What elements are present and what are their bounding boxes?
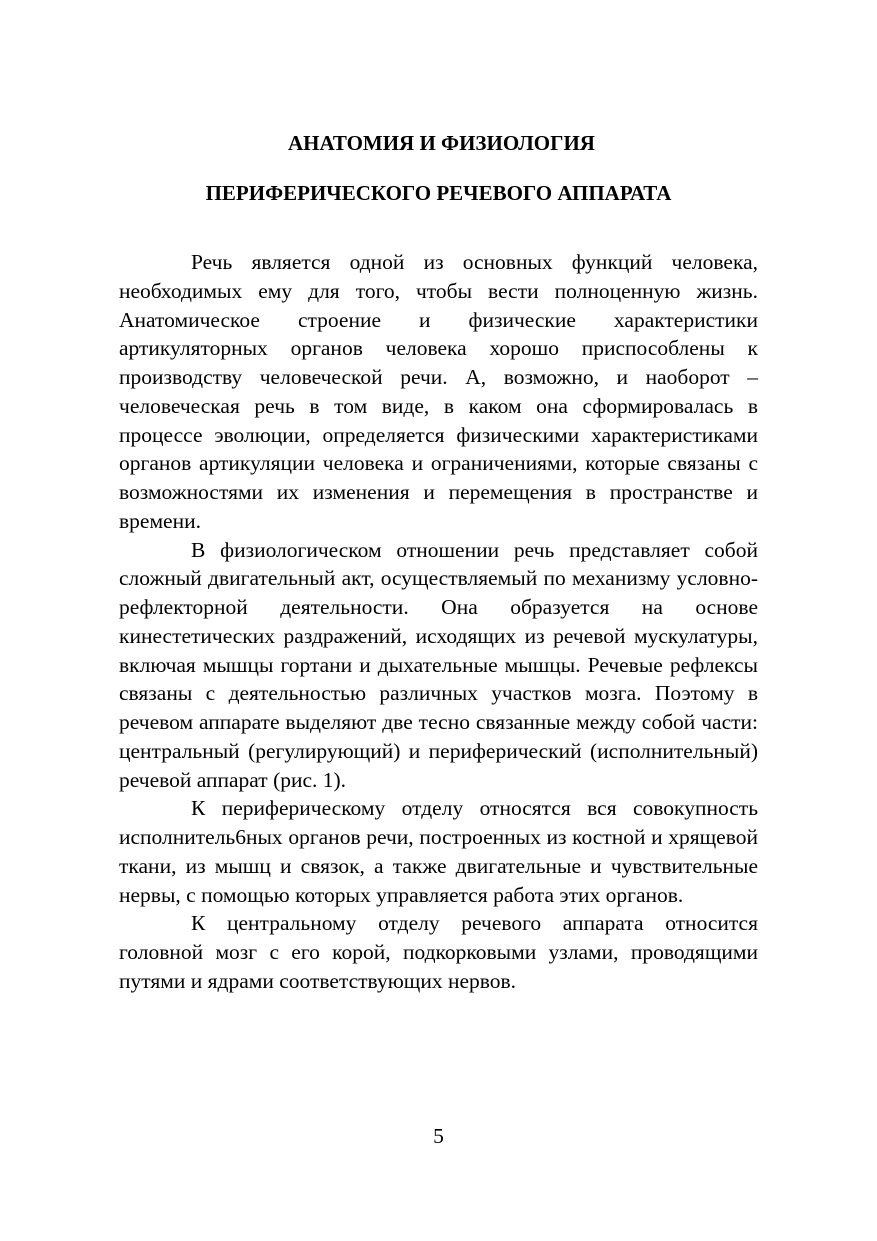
- paragraph-2: В физиологическом отношении речь представляет собой сложный двигательный акт, осуществляемый по механизму условно-рефлекторной деятельности. Она образуется на основе кинестетических раздражений, исходящих из речевой мускулатуры, включая мышцы гортани и дыхательные мышцы. Речевые рефлексы связаны с деятельностью различных участков мозга. Поэтому в речевом аппарате выделяют две тесно связанные между собой части: центральный (регулирующий) и периферический (исполнительный) речевой аппарат (рис. 1).: [119, 537, 758, 792]
- document-page: [119, 128, 758, 996]
- paragraph-3: К периферическому отделу относятся вся совокупность исполнитель6ных органов речи, построенных из костной и хрящевой ткани, из мышц и связок, а также двигательные и чувствительные нервы, с помощью которых управляется работа этих органов.: [119, 796, 758, 907]
- page-number: 5: [433, 1124, 444, 1148]
- body-text: [119, 248, 758, 996]
- paragraph-4: К центральному отделу речевого аппарата относится головной мозг с его корой, подкорковыми узлами, проводящими путями и ядрами соответствующих нервов.: [119, 911, 758, 993]
- paragraph-1: Речь является одной из основных функций человека, необходимых ему для того, чтобы вести полноценную жизнь. Анатомическое строение и физические характеристики артикуляторных органов человека хорошо приспособлены к производству человеческой речи. А, возможно, и наоборот – человеческая речь в том виде, в каком она сформировалась в процессе эволюции, определяется физическими характеристиками органов артикуляции человека и ограничениями, которые связаны с возможностями их изменения и перемещения в пространстве и времени.: [119, 250, 758, 533]
- title-line-1: АНАТОМИЯ И ФИЗИОЛОГИЯ: [288, 131, 595, 155]
- title-line-2: ПЕРИФЕРИЧЕСКОГО РЕЧЕВОГО АППАРАТА: [205, 181, 672, 205]
